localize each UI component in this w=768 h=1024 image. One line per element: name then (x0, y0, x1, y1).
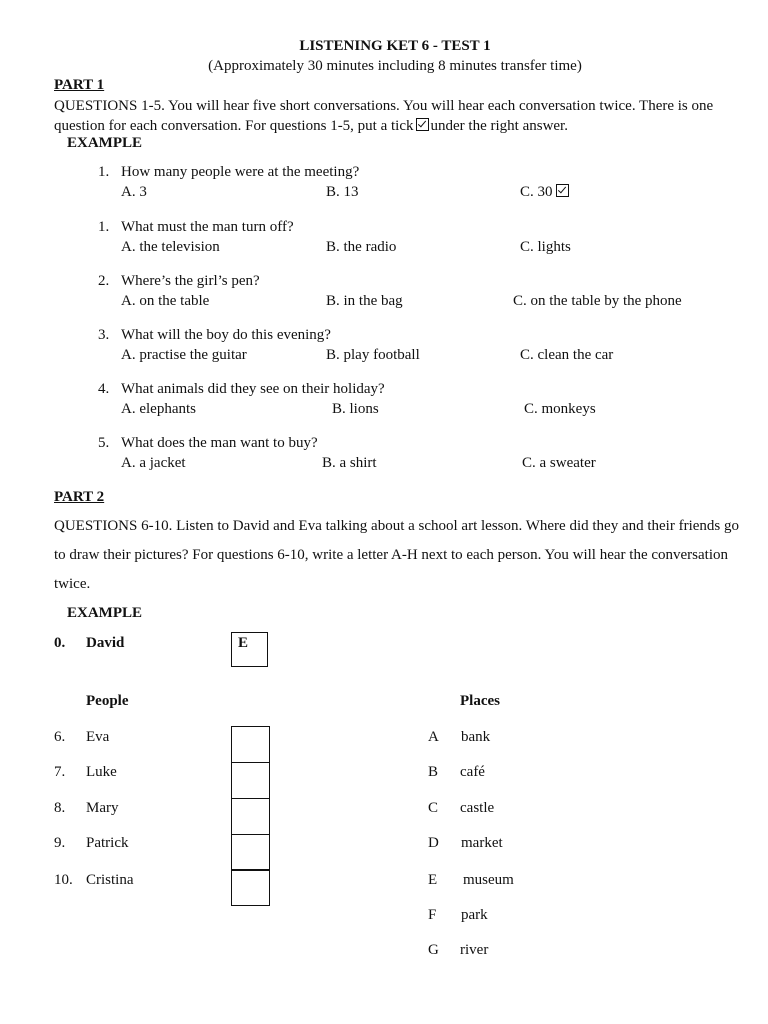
part1-instructions-text-end: under the right answer. (430, 118, 568, 134)
option-c-text: C. 30 (520, 184, 553, 200)
answer-box-10[interactable] (231, 869, 270, 906)
page-subtitle: (Approximately 30 minutes including 8 minutes transfer time) (208, 58, 582, 74)
option-c: C. a sweater (522, 455, 596, 471)
place-name: park (461, 907, 488, 923)
option-b: B. a shirt (322, 455, 377, 471)
example-answer-box (231, 632, 268, 667)
place-name: museum (463, 872, 514, 888)
place-name: bank (461, 729, 491, 745)
option-c: C. clean the car (520, 347, 614, 363)
people-header: People (86, 693, 129, 709)
example-answer: E (238, 635, 249, 651)
part1-example-label: EXAMPLE (67, 135, 142, 151)
option-c: C. lights (520, 239, 571, 255)
person-name: Cristina (86, 872, 134, 888)
person-name: Mary (86, 800, 119, 816)
place-letter: A (428, 729, 439, 745)
option-b: B. the radio (326, 239, 397, 255)
question-number: 5. (98, 435, 110, 451)
question-number: 1. (98, 219, 110, 235)
person-name: Luke (86, 764, 117, 780)
option-c: C. on the table by the phone (513, 293, 682, 309)
person-name: Patrick (86, 835, 129, 851)
part1-instructions-text: QUESTIONS 1-5. You will hear five short conversations. You will hear each conversation twice. There is one question for each conversation. For questions 1-5, put a tick (54, 98, 714, 134)
question-text: Where’s the girl’s pen? (121, 273, 260, 289)
example-person: David (86, 635, 125, 651)
part1-instructions (54, 96, 744, 136)
question-text: What must the man turn off? (121, 219, 294, 235)
place-name: market (461, 835, 503, 851)
person-number: 8. (54, 800, 66, 816)
answer-box-8[interactable] (231, 798, 270, 835)
question-text: What animals did they see on their holiday? (121, 381, 385, 397)
question-number: 2. (98, 273, 110, 289)
part1-heading: PART 1 (54, 77, 105, 93)
person-number: 7. (54, 764, 66, 780)
part2-instructions: QUESTIONS 6-10. Listen to David and Eva talking about a school art lesson. Where did they and their friends go to draw their pictures? For questions 6-10, write a letter A-H next to each person. You will hear the conversation twice. (54, 518, 739, 592)
place-name: café (460, 764, 485, 780)
example-number: 0. (54, 635, 66, 651)
checkbox-tick-icon (556, 184, 569, 197)
option-a: A. practise the guitar (121, 347, 247, 363)
question-text: What will the boy do this evening? (121, 327, 331, 343)
question-number: 3. (98, 327, 110, 343)
place-letter: B (428, 764, 439, 780)
places-header: Places (460, 693, 500, 709)
option-c (520, 184, 569, 201)
person-number: 10. (54, 872, 73, 888)
person-number: 9. (54, 835, 66, 851)
question-text: How many people were at the meeting? (121, 164, 360, 180)
checkbox-tick-icon (416, 118, 429, 131)
page-title: LISTENING KET 6 - TEST 1 (299, 38, 491, 54)
question-text: What does the man want to buy? (121, 435, 318, 451)
option-b: B. lions (332, 401, 379, 417)
option-a: A. 3 (121, 184, 147, 200)
person-name: Eva (86, 729, 110, 745)
answer-box-6[interactable] (231, 726, 270, 763)
place-name: river (460, 942, 489, 958)
option-b: B. play football (326, 347, 420, 363)
part2-heading: PART 2 (54, 489, 105, 505)
option-c: C. monkeys (524, 401, 596, 417)
option-a: A. a jacket (121, 455, 186, 471)
place-letter: C (428, 800, 439, 816)
person-number: 6. (54, 729, 66, 745)
answer-box-7[interactable] (231, 762, 270, 799)
place-letter: D (428, 835, 439, 851)
question-number: 4. (98, 381, 110, 397)
place-letter: E (428, 872, 438, 888)
place-name: castle (460, 800, 495, 816)
option-a: A. the television (121, 239, 220, 255)
place-letter: G (428, 942, 439, 958)
option-b: B. 13 (326, 184, 359, 200)
question-number: 1. (98, 164, 110, 180)
part2-example-label: EXAMPLE (67, 605, 142, 621)
option-a: A. elephants (121, 401, 196, 417)
place-letter: F (428, 907, 437, 923)
option-a: A. on the table (121, 293, 210, 309)
option-b: B. in the bag (326, 293, 403, 309)
answer-box-9[interactable] (231, 834, 270, 871)
